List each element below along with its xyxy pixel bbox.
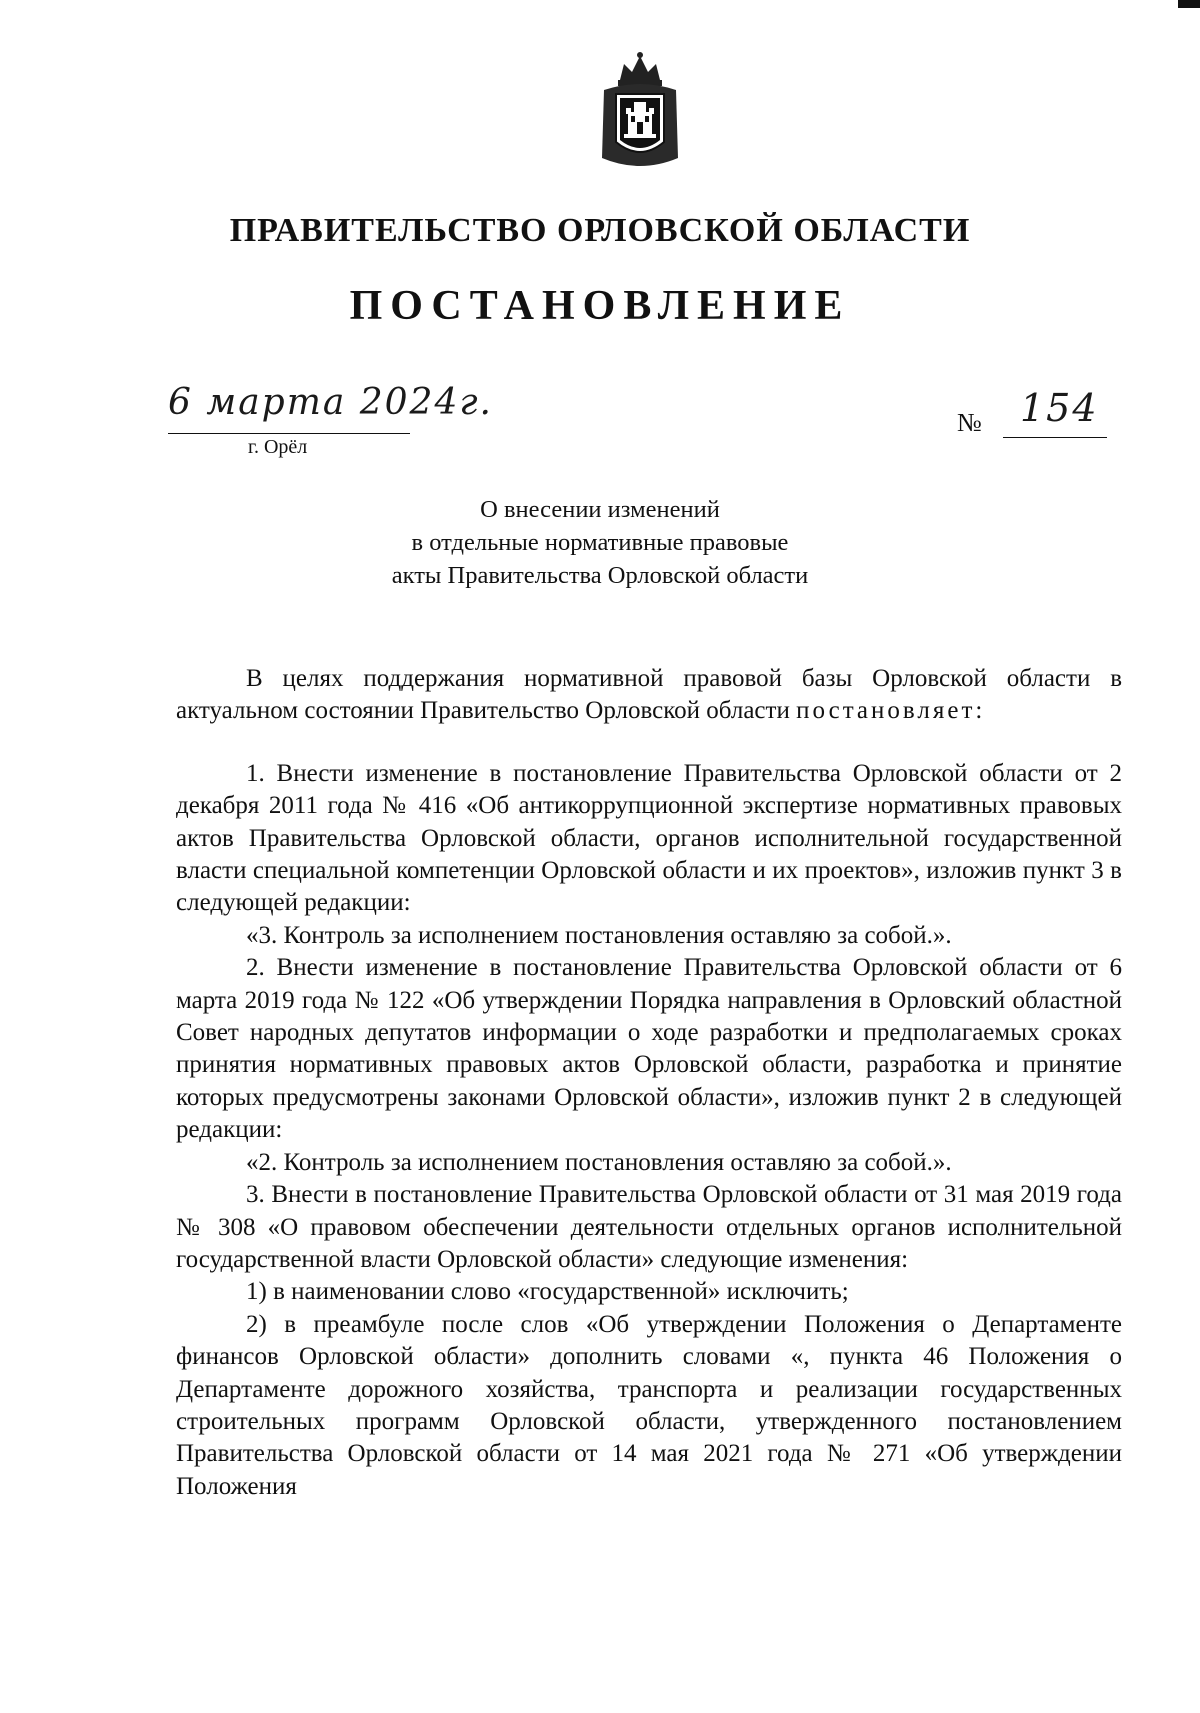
body-paragraph: «2. Контроль за исполнением постановления оставляю за собой.». <box>246 1148 952 1176</box>
organization-title: ПРАВИТЕЛЬСТВО ОРЛОВСКОЙ ОБЛАСТИ <box>229 212 971 249</box>
body-paragraph: 1. Внести изменение в постановление Правительства Орловской области от 2 декабря 2011 года № 416 «Об антикоррупционной экспертизе нормативных правовых актов Правительства Орловской области, органов исполнительной государственной власти специальной компетенции Орловской области и их проектов», изложив пункт 3 в следующей редакции: <box>176 759 1122 917</box>
subject-line: в отдельные нормативные правовые <box>411 529 789 556</box>
number-sign: № <box>957 408 982 437</box>
scan-corner-mark <box>1178 0 1200 8</box>
intro-paragraph <box>176 663 1122 728</box>
document-subject <box>0 493 1200 592</box>
subject-line: акты Правительства Орловской области <box>391 562 809 589</box>
body-paragraph: 3. Внести в постановление Правительства Орловской области от 31 мая 2019 года № 308 «О правовом обеспечении деятельности отдельных органов исполнительной государственной власти Орловской области» следующие изменения: <box>176 1181 1122 1273</box>
city-label: г. Орёл <box>248 436 308 458</box>
document-body <box>176 663 1122 1503</box>
intro-text: В целях поддержания нормативной правовой базы Орловской области в актуальном состоянии Правительство Орловской области <box>176 665 1122 725</box>
intro-keyword: постановляет: <box>796 697 986 725</box>
document-type-title: ПОСТАНОВЛЕНИЕ <box>349 283 851 329</box>
body-paragraph: 1) в наименовании слово «государственной» исключить; <box>246 1278 849 1306</box>
body-paragraph: «3. Контроль за исполнением постановления оставляю за собой.». <box>246 921 952 949</box>
handwritten-document-number: 154 <box>1020 386 1099 430</box>
body-paragraph: 2. Внести изменение в постановление Правительства Орловской области от 6 марта 2019 года № 122 «Об утверждении Порядка направления в Орловский областной Совет народных депутатов информации о ходе разработки и предполагаемых сроках принятия нормативных правовых актов Орловской области, разработка и принятие которых предусмотрены законами Орловской области», изложив пункт 2 в следующей редакции: <box>176 954 1122 1144</box>
number-underline <box>1003 437 1107 438</box>
date-underline <box>168 433 410 434</box>
subject-line: О внесении изменений <box>480 496 720 523</box>
coat-of-arms-emblem <box>598 50 682 172</box>
handwritten-date: 6 марта 2024г. <box>168 382 493 423</box>
body-paragraph: 2) в преамбуле после слов «Об утверждении Положения о Департаменте финансов Орловской области» дополнить словами «, пункта 46 Положения о Департаменте дорожного хозяйства, транспорта и реализации государственных строительных программ Орловской области, утвержденного постановлением Правительства Орловской области от 14 мая 2021 года № 271 «Об утверждении Положения <box>176 1310 1122 1500</box>
